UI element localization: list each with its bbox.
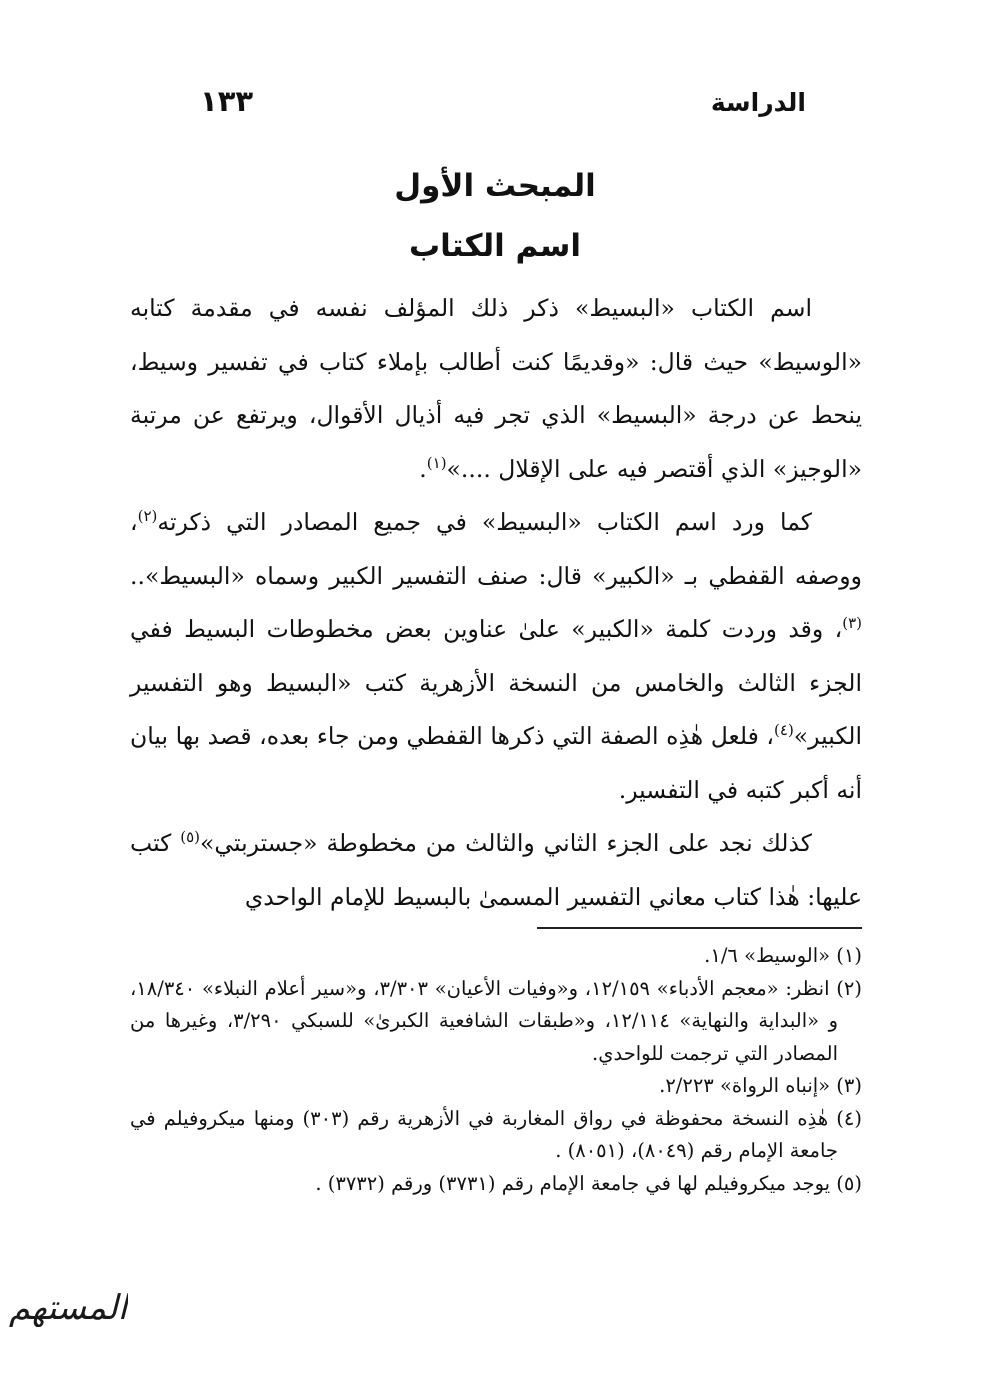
paragraph-3-text-b: كتب عليها: هٰذا كتاب معاني التفسير المسمىٰ بالبسيط للإمام الواحدي bbox=[130, 829, 862, 911]
paragraph-2-text-b: ، ووصفه القفطي بـ «الكبير» قال: صنف التفسير الكبير وسماه «البسيط».. bbox=[130, 508, 862, 590]
footnote-ref-3: (٣) bbox=[842, 614, 862, 633]
paragraph-1 bbox=[130, 282, 862, 496]
paragraph-2 bbox=[130, 496, 862, 817]
paragraph-2-text-a: كما ورد اسم الكتاب «البسيط» في جميع المصادر التي ذكرته bbox=[157, 508, 812, 536]
footnote-5: (٥) يوجد ميكروفيلم لها في جامعة الإمام رقم (٣٧٣١) ورقم (٣٧٣٢) . bbox=[315, 1171, 862, 1195]
page-number: ١٣٣ bbox=[200, 84, 254, 118]
footnote-ref-4: (٤) bbox=[774, 721, 794, 740]
paragraph-1-text: اسم الكتاب «البسيط» ذكر ذلك المؤلف نفسه في مقدمة كتابه «الوسيط» حيث قال: «وقديمًا كنت أطالب بإملاء كتاب في تفسير وسيط، ينحط عن درجة «البسيط» الذي تجر فيه أذيال الأقوال، ويرتفع عن مرتبة «الوجيز» الذي أقتصر فيه على الإقلال ....» bbox=[130, 294, 862, 483]
running-header bbox=[130, 84, 860, 124]
body-text bbox=[130, 282, 862, 924]
publisher-stamp: المستهم bbox=[8, 1290, 128, 1328]
paragraph-3-text-a: كذلك نجد على الجزء الثاني والثالث من مخطوطة «جستربتي» bbox=[200, 829, 812, 857]
footnote-ref-1: (١) bbox=[426, 453, 447, 472]
footnote-ref-2: (٢) bbox=[137, 507, 158, 526]
footnote-1: (١) «الوسيط» ١/٦. bbox=[704, 944, 862, 967]
footnote-ref-5: (٥) bbox=[180, 828, 201, 847]
footnote-separator bbox=[537, 927, 862, 929]
paragraph-2-text-d: ، فلعل هٰذِه الصفة التي ذكرها القفطي ومن جاء بعده، قصد بها بيان أنه أكبر كتبه في التفسير. bbox=[130, 722, 862, 804]
paragraph-2-text-c: ، وقد وردت كلمة «الكبير» علىٰ عناوين بعض مخطوطات البسيط ففي الجزء الثالث والخامس من النسخة الأزهرية كتب «البسيط وهو التفسير الكبير» bbox=[130, 615, 862, 750]
paragraph-3 bbox=[130, 817, 862, 924]
paragraph-1-end: . bbox=[419, 454, 427, 483]
running-section-name: الدراسة bbox=[710, 88, 806, 117]
footnote-3: (٣) «إنباه الرواة» ٢/٢٢٣. bbox=[659, 1074, 862, 1097]
footnotes bbox=[130, 940, 862, 1200]
section-title: اسم الكتاب bbox=[409, 228, 581, 264]
footnote-4: (٤) هٰذِه النسخة محفوظة في رواق المغاربة في الأزهرية رقم (٣٠٣) ومنها ميكروفيلم في جامعة الإمام رقم (٨٠٤٩)، (٨٠٥١) . bbox=[130, 1106, 862, 1162]
chapter-title: المبحث الأول bbox=[394, 168, 596, 204]
footnote-2: (٢) انظر: «معجم الأدباء» ١٢/١٥٩، و«وفيات الأعيان» ٣/٣٠٣، و«سير أعلام النبلاء» ١٨/٣٤٠، و «البداية والنهاية» ١٢/١١٤، و«طبقات الشافعية الكبرىٰ» للسبكي ٣/٢٩٠، وغيرها من المصادر التي ترجمت للواحدي. bbox=[130, 976, 862, 1065]
